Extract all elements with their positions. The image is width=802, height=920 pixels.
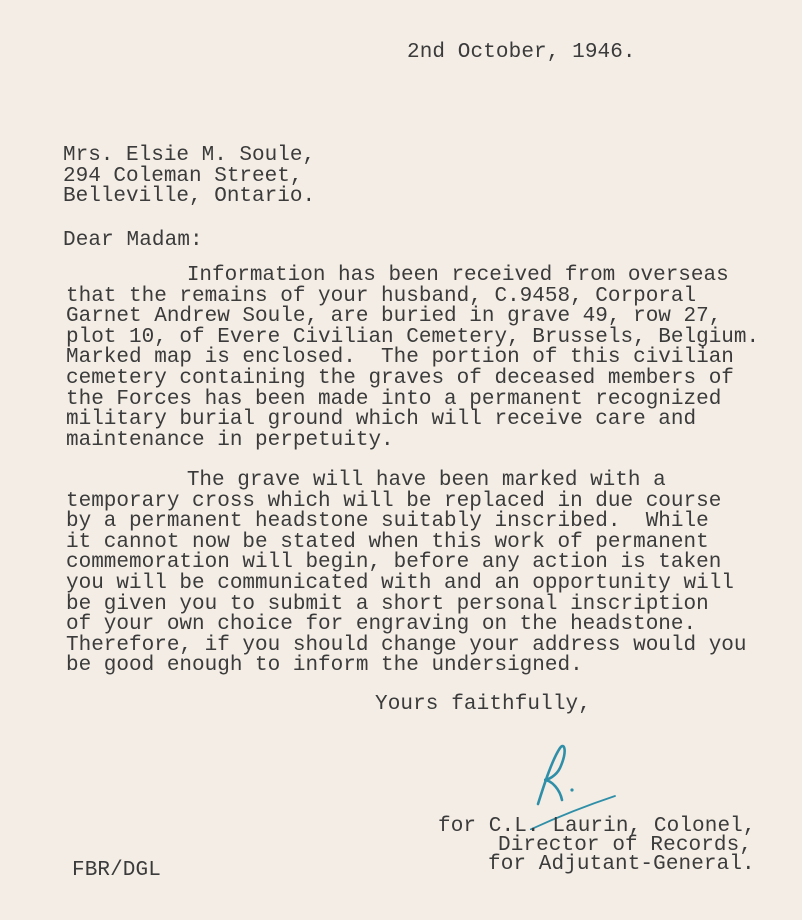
text-line: be good enough to inform the undersigned. [66,654,583,678]
text-line: Information has been received from overseas [86,264,729,287]
text-line: military burial ground which will receive care and [66,408,697,432]
signatory-office: for Adjutant-General. [488,853,755,876]
text-line: it cannot now be stated when this work of permanent [66,530,709,554]
reference-initials: FBR/DGL [72,859,161,882]
text-line: be given you to submit a short personal inscription [66,592,709,616]
signatory-title: Director of Records, [498,834,753,857]
text-line: cemetery containing the graves of deceased members of [66,366,734,390]
address-line: Mrs. Elsie M. Soule, [63,144,316,167]
address-line: Belleville, Ontario. [63,185,316,209]
address-line: 294 Coleman Street, [63,164,303,188]
letter-date: 2nd October, 1946. [407,41,636,64]
text-line: maintenance in perpetuity. [66,428,394,452]
text-line: you will be communicated with and an opportunity will [66,571,734,595]
text-line: Therefore, if you should change your address would you [66,633,747,657]
text-line: The grave will have been marked with a [86,469,666,492]
text-line: commemoration will begin, before any action is taken [66,551,722,575]
text-line: Marked map is enclosed. The portion of this civilian [66,346,734,370]
text-line: by a permanent headstone suitably inscribed. While [66,510,709,534]
text-line: temporary cross which will be replaced in due course [66,489,722,513]
paragraph-2 [66,469,747,678]
text-line: that the remains of your husband, C.9458, Corporal [66,284,697,308]
paragraph-1 [66,264,760,452]
text-line: Garnet Andrew Soule, are buried in grave 49, row 27, [66,305,722,329]
text-line: of your own choice for engraving on the headstone. [66,613,697,637]
text-line: plot 10, of Evere Civilian Cemetery, Brussels, Belgium. [66,325,760,349]
salutation: Dear Madam: [63,229,203,252]
recipient-address [63,146,315,208]
closing: Yours faithfully, [375,693,591,716]
text-line: the Forces has been made into a permanent recognized [66,387,722,411]
signatory-line: for C.L. Laurin, Colonel, [438,815,756,838]
